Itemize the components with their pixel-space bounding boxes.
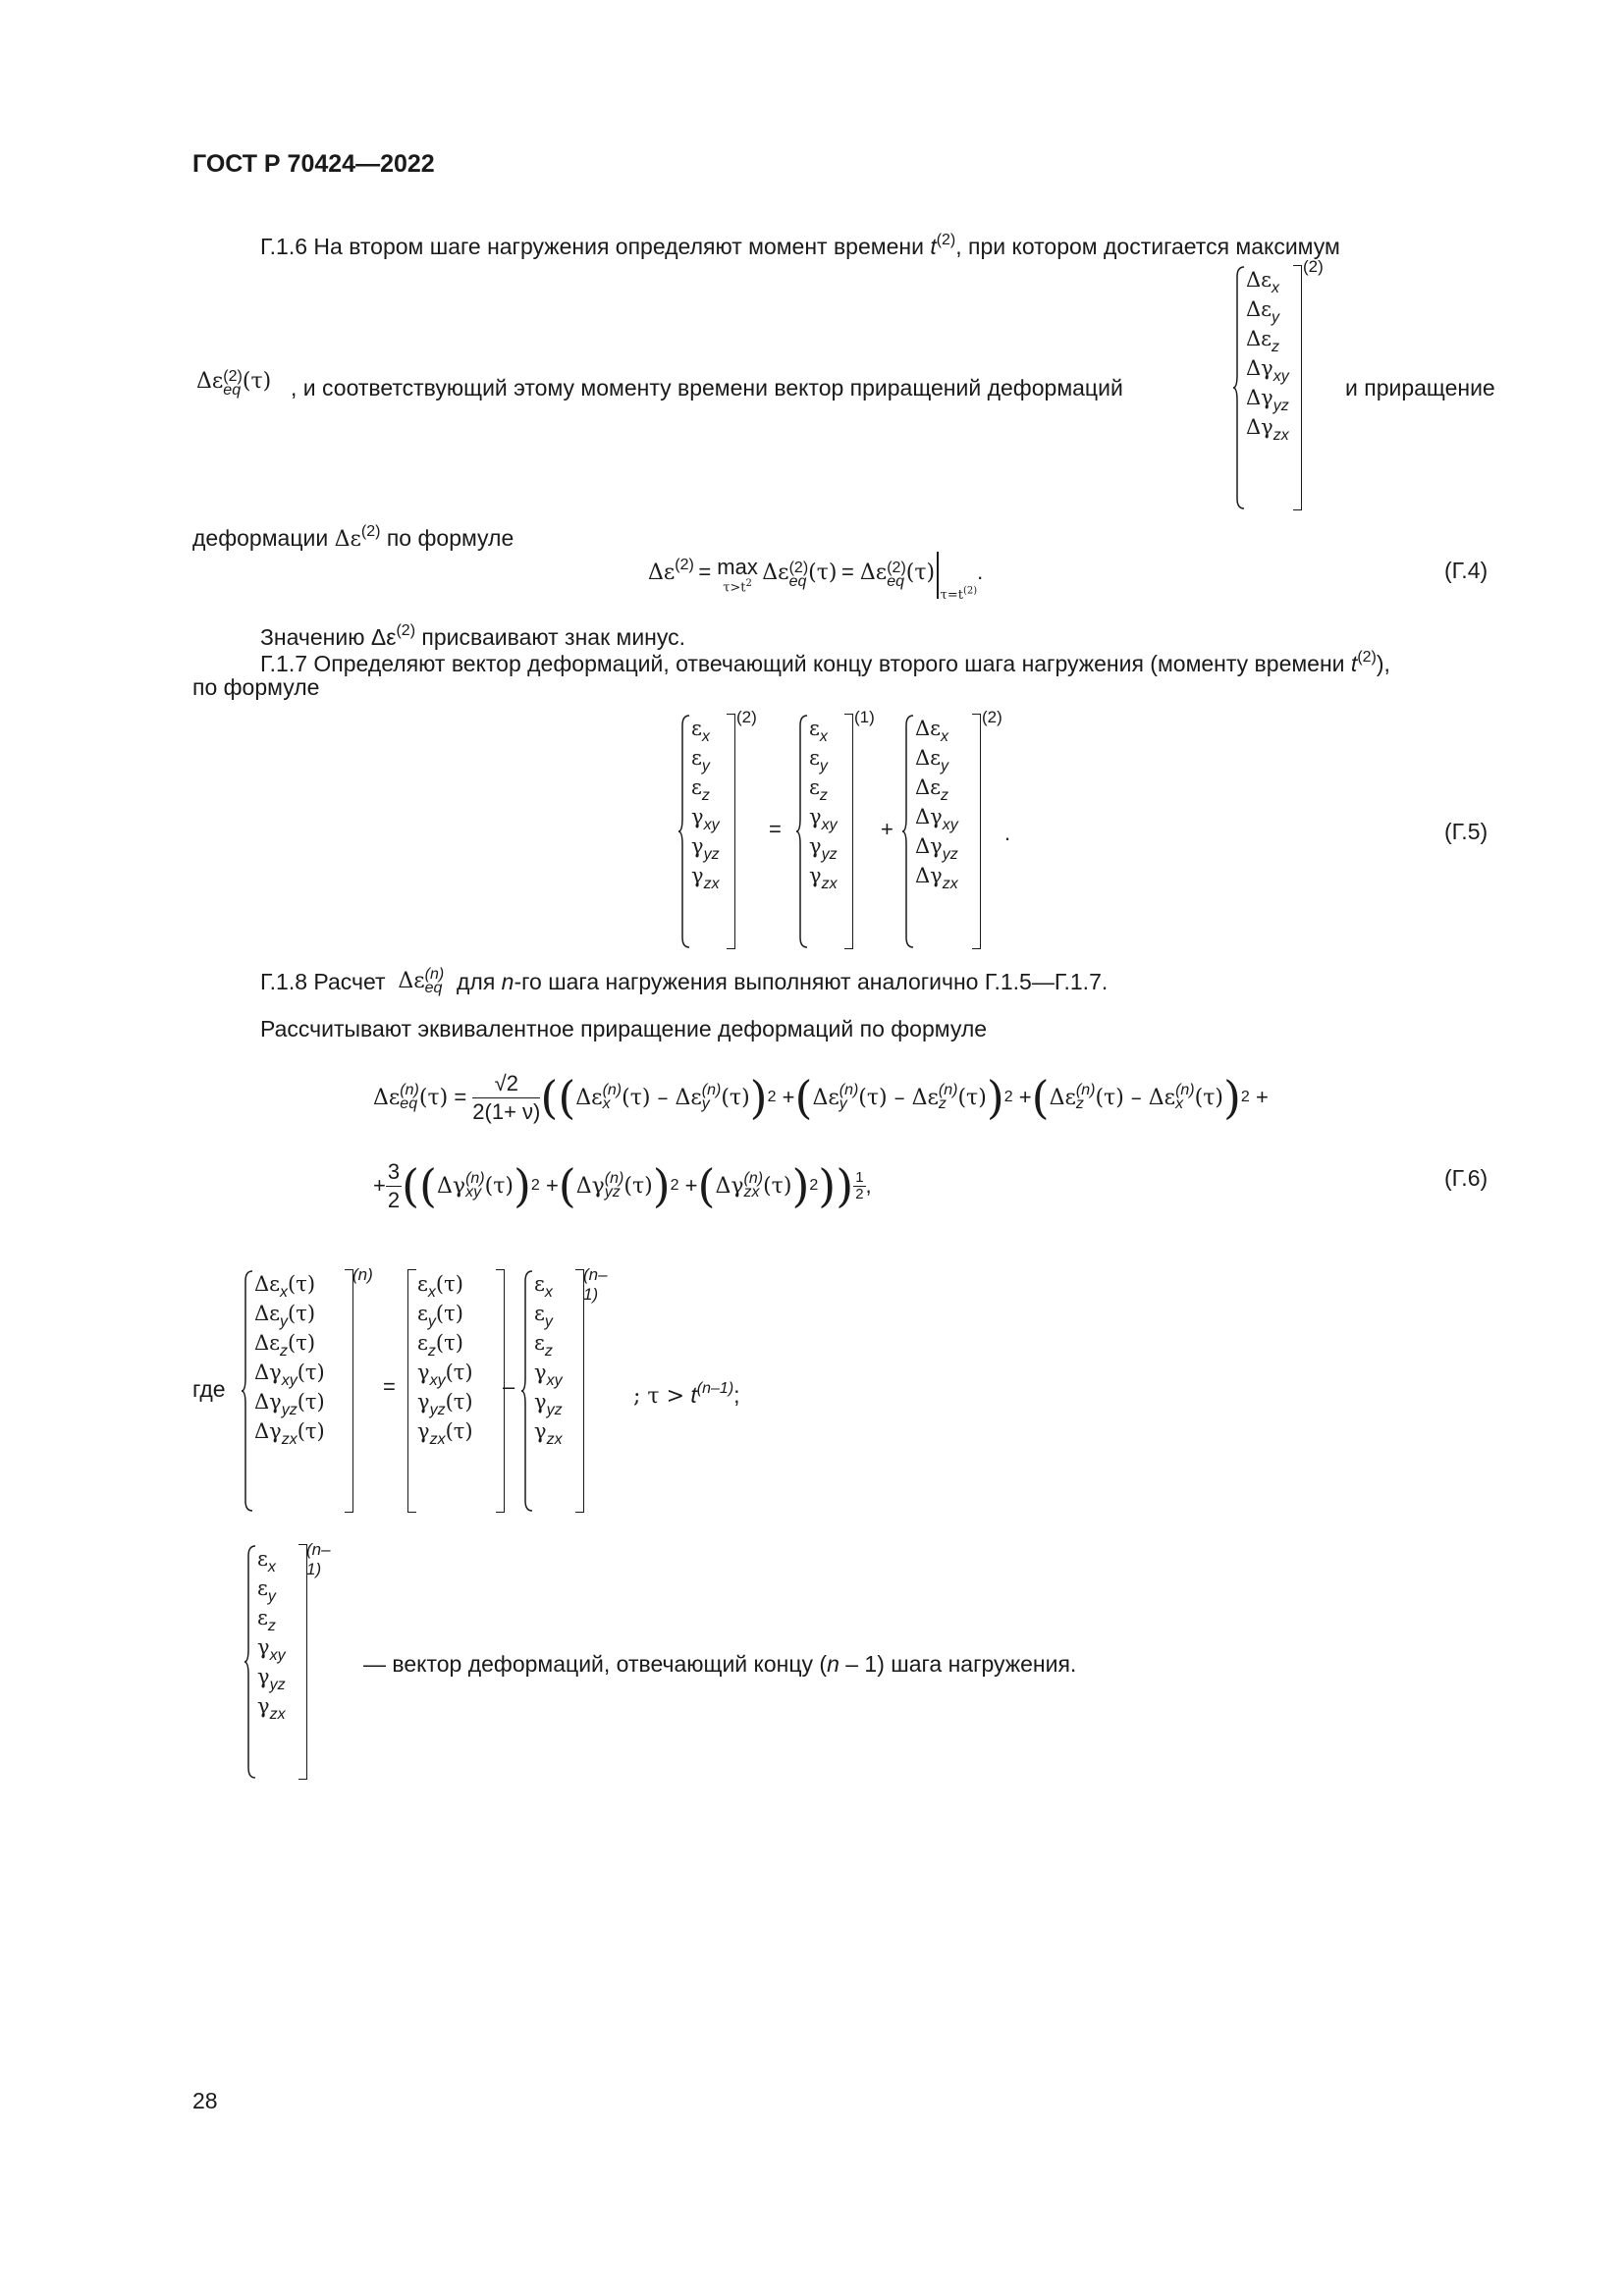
vector-component: $\varepsilon_x$	[691, 717, 710, 745]
vector-component: $\varepsilon_y$	[691, 746, 710, 774]
formula-g4: Δε(2) = max $\tau>t^2$ Δε (2) eq (τ) = Δε (2) eq $(\tau)_{\tau=t^{(2)}}$.	[648, 552, 983, 611]
formula-number-g5: (Г.5)	[1444, 819, 1489, 844]
plus-sign: +	[881, 817, 893, 841]
vector-component: $\Delta\varepsilon_z$	[1246, 327, 1280, 355]
vector-component: $\gamma_{xy}$	[809, 805, 838, 833]
formula-g6-line1: Δε (n) eq (τ) = $\frac{√2}{2(1+ \nu)}$ (( Δε (n) x (τ) – Δε (n) y (τ) ) 2 + ( Δε (n) y (τ) – Δε (n) z (τ) ) 2 + ( Δε (n) z (τ) – Δε (n) x (τ) ) 2 +	[373, 1070, 1269, 1124]
vector-component: $\Delta\varepsilon_z$	[915, 775, 949, 804]
vector-component: $\varepsilon_y$	[809, 746, 828, 774]
vector-component: $\varepsilon_x(\tau)$	[417, 1272, 463, 1301]
left-brace-icon	[795, 714, 809, 949]
paragraph-g16-mid-tail: и приращение	[1345, 375, 1495, 400]
where-label: где	[192, 1376, 226, 1402]
paragraph-g16-after: Значению $\Delta\varepsilon^{(2)}$ присваивают знак минус.	[260, 622, 686, 650]
vector-component: $\gamma_{yz}$	[257, 1665, 286, 1693]
period: .	[1004, 821, 1011, 845]
vector-component: $\gamma_{zx}$	[257, 1694, 286, 1723]
vector-component: $\Delta\varepsilon_x(\tau)$	[254, 1272, 316, 1301]
vector-component: $\varepsilon_x$	[534, 1272, 553, 1301]
last-vector-description: — вектор деформаций, отвечающий концу (n – 1) шага нагружения.	[363, 1651, 1077, 1677]
vector-component: $\gamma_{xy}(\tau)$	[417, 1361, 473, 1389]
vector-component: $\varepsilon_z$	[534, 1331, 553, 1360]
vector-component: $\gamma_{yz}$	[809, 834, 838, 863]
vector-component: $\varepsilon_z$	[809, 775, 828, 804]
vector-component: $\Delta\gamma_{yz}$	[915, 834, 958, 863]
paragraph-g16-line3: деформации $\Delta\varepsilon^{(2)}$ по формуле	[192, 523, 514, 552]
vector-component: $\Delta\gamma_{zx}$	[915, 864, 958, 892]
document-code: ГОСТ Р 70424—2022	[192, 150, 435, 178]
vector-component: $\gamma_{xy}$	[691, 805, 720, 833]
vector-component: $\Delta\varepsilon_y(\tau)$	[254, 1302, 316, 1330]
vector-component: $\gamma_{yz}(\tau)$	[417, 1390, 473, 1418]
vector-component: $\gamma_{zx}(\tau)$	[417, 1419, 473, 1448]
vector-component: $\gamma_{xy}$	[534, 1361, 563, 1389]
minus-sign: –	[503, 1374, 515, 1399]
vector-component: $\Delta\varepsilon_x$	[1246, 268, 1280, 296]
vector-component: $\gamma_{xy}$	[257, 1635, 286, 1664]
paragraph-g16-line1: Г.1.6 На втором шаге нагружения определяют момент времени $t^{(2)}$, при котором достигается максимум	[260, 232, 1340, 259]
vector-component: $\varepsilon_x$	[809, 717, 828, 745]
left-brace-icon	[901, 714, 915, 949]
equals-sign: =	[769, 817, 782, 841]
where-condition: ; $\tau > t^{(n-1)}$;	[633, 1380, 740, 1409]
paragraph-g17: Г.1.7 Определяют вектор деформаций, отвечающий концу второго шага нагружения (моменту времени $t^{(2)}$),	[260, 649, 1390, 676]
vector-component: $\gamma_{zx}$	[534, 1419, 563, 1448]
vector-component: $\varepsilon_x$	[257, 1547, 276, 1575]
delta-eps-eq-2-inline: Δε (2) eq (τ)	[196, 367, 272, 399]
vector-component: $\varepsilon_y(\tau)$	[417, 1302, 463, 1330]
formula-g6-line2: + $\frac{3}{2}$ (( Δγ (n) xy (τ) ) 2 + ( Δγ (n) yz (τ) ) 2 + ( Δγ (n) zx (τ) ) 2 )) $\frac{1}{2}$ ,	[373, 1158, 872, 1212]
page-number: 28	[192, 2088, 218, 2113]
vector-component: $\Delta\gamma_{yz}$	[1246, 386, 1289, 414]
left-brace-icon	[241, 1269, 254, 1513]
vector-component: $\gamma_{zx}$	[691, 864, 720, 892]
vector-component: $\gamma_{zx}$	[809, 864, 838, 892]
left-brace-icon	[677, 714, 691, 949]
paragraph-g17-line2: по формуле	[192, 674, 320, 700]
vector-component: $\gamma_{yz}$	[691, 834, 720, 863]
left-brace-icon	[520, 1269, 534, 1513]
vector-component: $\varepsilon_z$	[257, 1606, 276, 1634]
vector-component: $\varepsilon_y$	[257, 1576, 276, 1605]
vector-component: $\Delta\varepsilon_y$	[1246, 297, 1280, 326]
equals-sign-2: =	[383, 1374, 396, 1399]
vector-component: $\Delta\gamma_{xy}$	[1246, 356, 1289, 385]
vector-component: $\varepsilon_z$	[691, 775, 710, 804]
formula-number-g4: (Г.4)	[1444, 558, 1489, 583]
vector-component: $\varepsilon_z(\tau)$	[417, 1331, 463, 1360]
paragraph-g16-mid: , и соответствующий этому моменту времени вектор приращений деформаций	[291, 375, 1123, 400]
vector-superscript: (2)	[1303, 257, 1324, 276]
paragraph-g18-line2: Рассчитывают эквивалентное приращение деформаций по формуле	[260, 1016, 988, 1041]
vector-component: $\Delta\gamma_{xy}(\tau)$	[254, 1361, 325, 1389]
vector-component: $\Delta\gamma_{zx}(\tau)$	[254, 1419, 325, 1448]
vector-component: $\Delta\varepsilon_x$	[915, 717, 949, 745]
left-brace-icon	[244, 1544, 257, 1780]
vector-component: $\varepsilon_y$	[534, 1302, 553, 1330]
paragraph-g18: Г.1.8 Расчет Δε (n) eq для n -го шага нагружения выполняют аналогично Г.1.5—Г.1.7.	[260, 966, 1109, 996]
formula-number-g6: (Г.6)	[1444, 1165, 1489, 1191]
vector-component: $\Delta\varepsilon_y$	[915, 746, 949, 774]
left-brace-icon	[1232, 265, 1246, 510]
vector-component: $\Delta\gamma_{zx}$	[1246, 415, 1289, 444]
vector-component: $\gamma_{yz}$	[534, 1390, 563, 1418]
vector-component: $\Delta\gamma_{xy}$	[915, 805, 958, 833]
vector-component: $\Delta\gamma_{yz}(\tau)$	[254, 1390, 325, 1418]
vector-component: $\Delta\varepsilon_z(\tau)$	[254, 1331, 316, 1360]
